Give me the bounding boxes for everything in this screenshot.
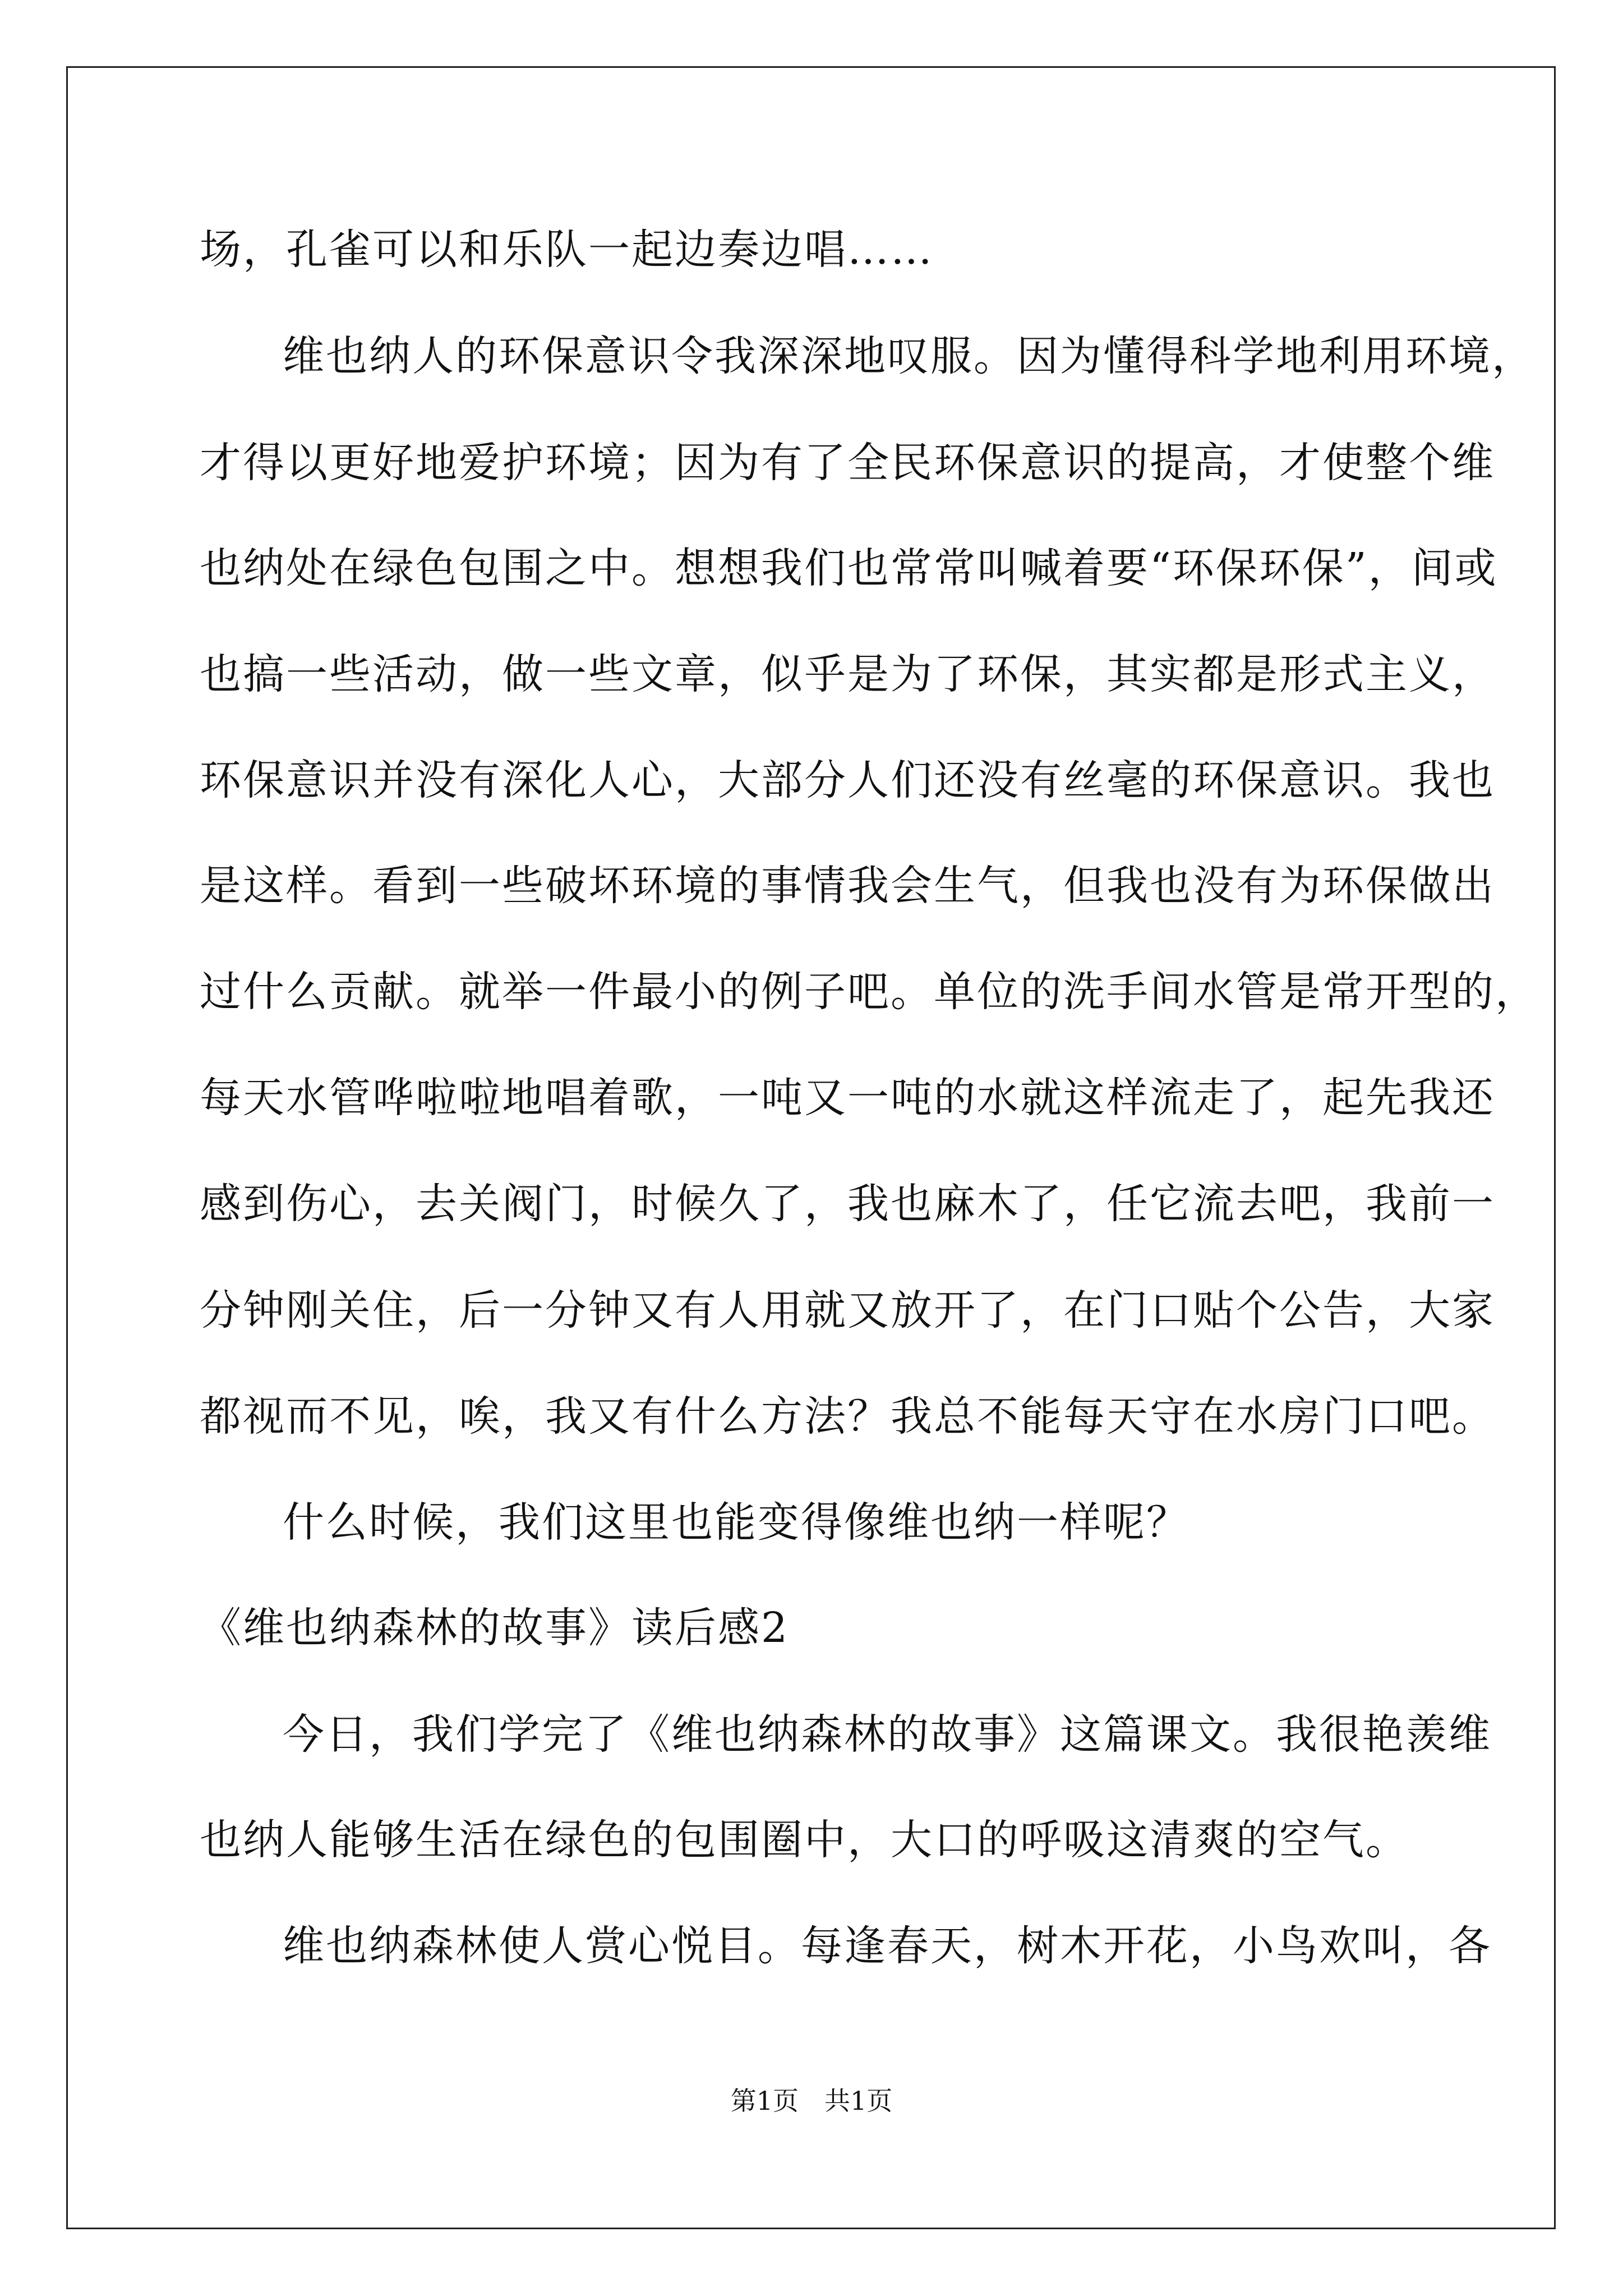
body-text-line: 过什么贡献。就举一件最小的例子吧。单位的洗手间水管是常开型的， — [200, 968, 1538, 1016]
body-text-line: 是这样。看到一些破坏环境的事情我会生气，但我也没有为环保做出 — [200, 862, 1495, 910]
body-text-line: 场，孔雀可以和乐队一起边奏边唱…… — [200, 226, 934, 274]
body-text-line: 也纳人能够生活在绿色的包围圈中，大口的呼吸这清爽的空气。 — [200, 1816, 1409, 1864]
section-heading: 《维也纳森林的故事》读后感2 — [200, 1604, 790, 1652]
body-text-line: 分钟刚关住，后一分钟又有人用就又放开了，在门口贴个公告，大家 — [200, 1286, 1495, 1335]
body-text-line: 都视而不见，唉，我又有什么方法？我总不能每天守在水房门口吧。 — [200, 1392, 1495, 1441]
body-text-line: 感到伤心，去关阀门，时候久了，我也麻木了，任它流去吧，我前一 — [200, 1180, 1495, 1228]
body-text-line: 才得以更好地爱护环境；因为有了全民环保意识的提高，才使整个维 — [200, 439, 1495, 487]
paragraph-first-line: 什么时候，我们这里也能变得像维也纳一样呢？ — [283, 1498, 1189, 1547]
body-text-line: 每天水管哗啦啦地唱着歌，一吨又一吨的水就这样流走了，起先我还 — [200, 1074, 1495, 1122]
paragraph-first-line: 维也纳人的环保意识令我深深地叹服。因为懂得科学地利用环境， — [283, 332, 1535, 380]
paragraph-first-line: 今日，我们学完了《维也纳森林的故事》这篇课文。我很艳羡维 — [283, 1710, 1492, 1759]
paragraph-first-line: 维也纳森林使人赏心悦目。每逢春天，树木开花，小鸟欢叫，各 — [283, 1922, 1492, 1970]
body-text-line: 环保意识并没有深化人心，大部分人们还没有丝毫的环保意识。我也 — [200, 756, 1495, 804]
page-border — [66, 66, 1556, 2229]
body-text-line: 也纳处在绿色包围之中。想想我们也常常叫喊着要“环保环保”，间或 — [200, 544, 1498, 592]
page-number-footer: 第1页 共1页 — [730, 2086, 893, 2116]
body-text-line: 也搞一些活动，做一些文章，似乎是为了环保，其实都是形式主义， — [200, 650, 1495, 698]
